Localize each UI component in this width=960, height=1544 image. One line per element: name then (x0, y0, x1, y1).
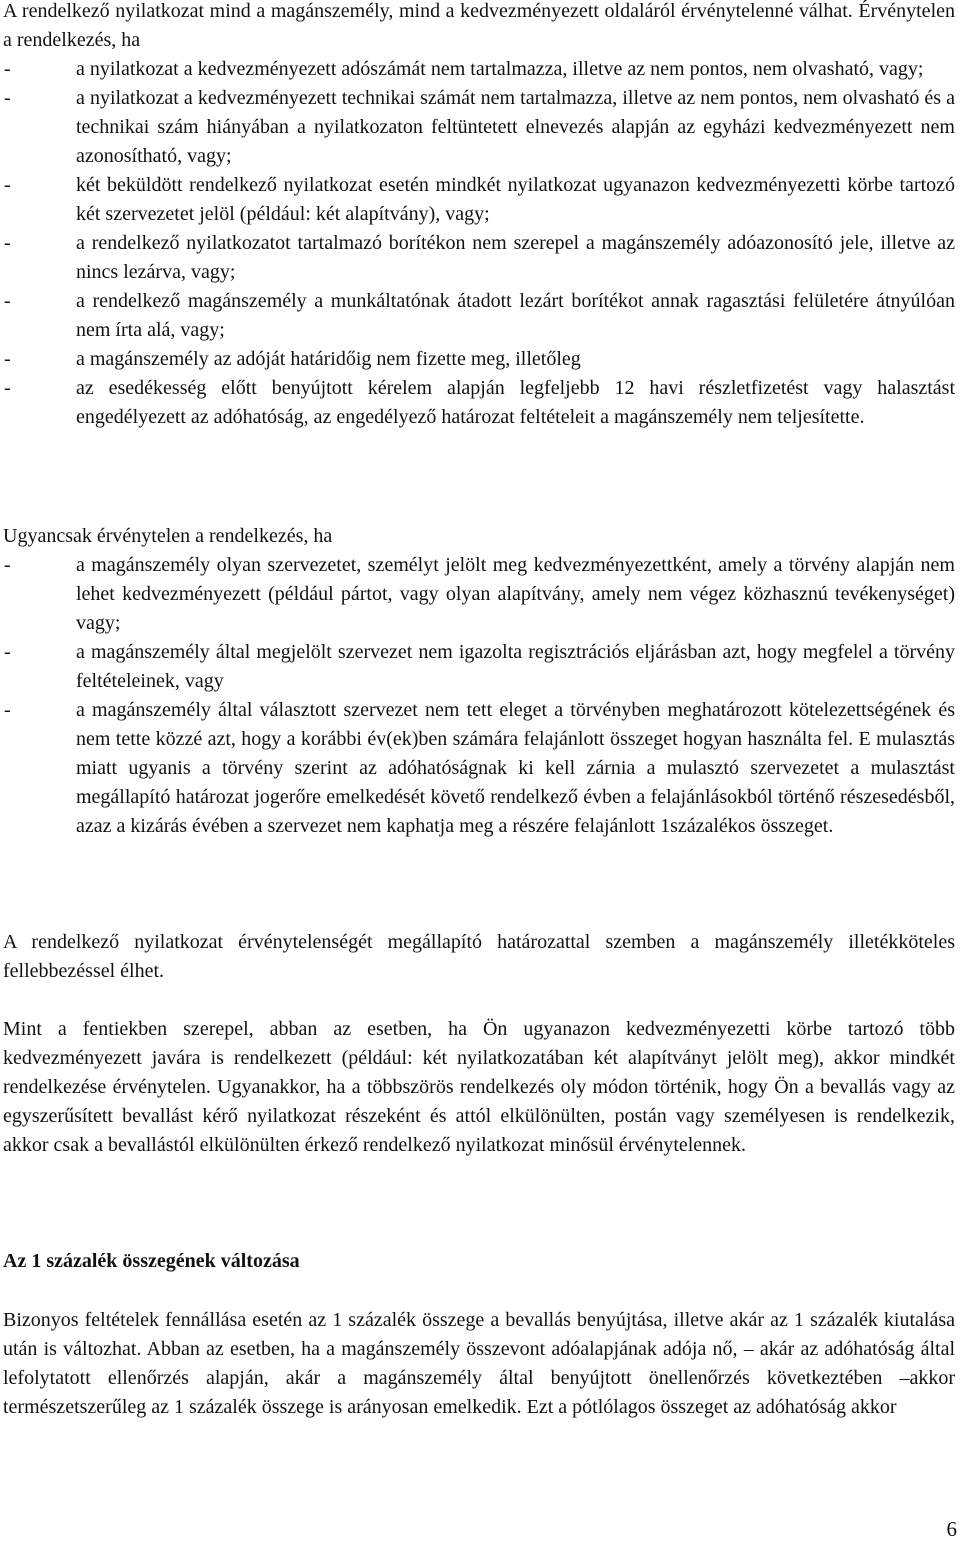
list-item (3, 287, 955, 345)
section-additional-invalidity (3, 522, 955, 841)
paragraph-text: Mint a fentiekben szerepel, abban az esetben, ha Ön ugyanazon kedvezményezetti körbe tartozó több kedvezményezett javára is rendelkezett (például: két nyilatkozatában két alapítványt jelölt meg), akkor mindkét rendelkezése érvénytelen. Ugyanakkor, ha a többszörös rendelkezés oly módon történik, hogy Ön a bevallás vagy az egyszerűsített bevallást kérő nyilatkozat részeként és attól elkülönülten, postán vagy személyesen is rendelkezik, akkor csak a bevallástól elkülönülten érkező rendelkező nyilatkozat minősül érvénytelennek. (3, 1018, 955, 1156)
list-item-text: a nyilatkozat a kedvezményezett adószámát nem tartalmazza, illetve az nem pontos, nem olvasható, vagy; (76, 58, 924, 80)
dash-bullet: - (4, 641, 11, 663)
list-item-text: a magánszemély által megjelölt szervezet nem igazolta regisztrációs eljárásban azt, hogy megfelel a törvény feltételeinek, vagy (76, 641, 955, 692)
list-item (3, 638, 955, 696)
dash-bullet: - (4, 348, 11, 370)
dash-bullet: - (4, 377, 11, 399)
dash-bullet: - (4, 290, 11, 312)
list-item (3, 84, 955, 171)
section-intro: Ugyancsak érvénytelen a rendelkezés, ha (3, 525, 333, 547)
dash-bullet: - (4, 554, 11, 576)
list-item (3, 696, 955, 841)
appeal-paragraph (3, 928, 955, 986)
list-item-text: a rendelkező nyilatkozatot tartalmazó borítékon nem szerepel a magánszemély adóazonosító jele, illetve az nincs lezárva, vagy; (76, 232, 955, 283)
list-item-text: a magánszemély által választott szervezet nem tett eleget a törvényben meghatározott kötelezettségének és nem tette közzé azt, hogy a korábbi év(ek)ben számára felajánlott összeget hogyan használta fel. E mulasztás miatt ugyanis a törvény szerint az adóhatóságnak ki kell zárnia a mulasztó szervezetet a mulasztást megállapító határozat jogerőre emelkedését követő rendelkező évben a felajánlásokból történő részesedésből, azaz a kizárás évében a szervezet nem kaphatja meg a részére felajánlott 1százalékos összeget. (76, 699, 955, 837)
additional-invalidity-list (3, 551, 955, 841)
section-intro: A rendelkező nyilatkozat mind a magánszemély, mind a kedvezményezett oldaláról érvénytelenné válhat. Érvénytelen a rendelkezés, ha (3, 0, 955, 51)
list-item (3, 374, 955, 432)
page-number: 6 (946, 1517, 957, 1541)
list-item (3, 229, 955, 287)
paragraph-text: Bizonyos feltételek fennállása esetén az 1 százalék összege a bevallás benyújtása, illetve akár az 1 százalék kiutalása után is változhat. Abban az esetben, ha a magánszemély összevont adóalapjának adója nő, – akár az adóhatóság által lefolytatott ellenőrzés alapján, akár a magánszemély által benyújtott önellenőrzés következtében –akkor természetszerűleg az 1 százalék összege is arányosan emelkedik. Ezt a pótlólagos összeget az adóhatóság akkor (3, 1309, 955, 1418)
list-item-text: a nyilatkozat a kedvezményezett technikai számát nem tartalmazza, illetve az nem pontos, nem olvasható és a technikai szám hiányában a nyilatkozaton feltüntetett elnevezés alapján az egyházi kedvezményezett nem azonosítható, vagy; (76, 87, 955, 167)
list-item-text: a magánszemély az adóját határidőig nem fizette meg, illetőleg (76, 348, 581, 370)
section-heading: Az 1 százalék összegének változása (3, 1250, 300, 1272)
multiple-declaration-paragraph (3, 1015, 955, 1160)
list-item (3, 345, 955, 374)
dash-bullet: - (4, 232, 11, 254)
list-item-text: a rendelkező magánszemély a munkáltatónak átadott lezárt borítékot annak ragasztási felületére átnyúlóan nem írta alá, vagy; (76, 290, 955, 341)
amount-change-paragraph (3, 1306, 955, 1422)
list-item-text: az esedékesség előtt benyújtott kérelem alapján legfeljebb 12 havi részletfizetést vagy halasztást engedélyezett az adóhatóság, az engedélyező határozat feltételeit a magánszemély nem teljesítette. (76, 377, 955, 428)
dash-bullet: - (4, 87, 11, 109)
section-invalidity-conditions (3, 0, 955, 432)
list-item (3, 55, 955, 84)
section-heading-block (3, 1247, 955, 1276)
dash-bullet: - (4, 174, 11, 196)
invalidity-list (3, 55, 955, 432)
list-item-text: két beküldött rendelkező nyilatkozat esetén mindkét nyilatkozat ugyanazon kedvezményezetti körbe tartozó két szervezetet jelöl (például: két alapítvány), vagy; (76, 174, 955, 225)
list-item (3, 171, 955, 229)
dash-bullet: - (4, 699, 11, 721)
paragraph-text: A rendelkező nyilatkozat érvénytelenségét megállapító határozattal szemben a magánszemély illetékköteles fellebbezéssel élhet. (3, 931, 955, 982)
list-item-text: a magánszemély olyan szervezetet, személyt jelölt meg kedvezményezettként, amely a törvény alapján nem lehet kedvezményezett (például pártot, vagy olyan alapítvány, amely nem végez közhasznú tevékenységet) vagy; (76, 554, 955, 634)
list-item (3, 551, 955, 638)
dash-bullet: - (4, 58, 11, 80)
